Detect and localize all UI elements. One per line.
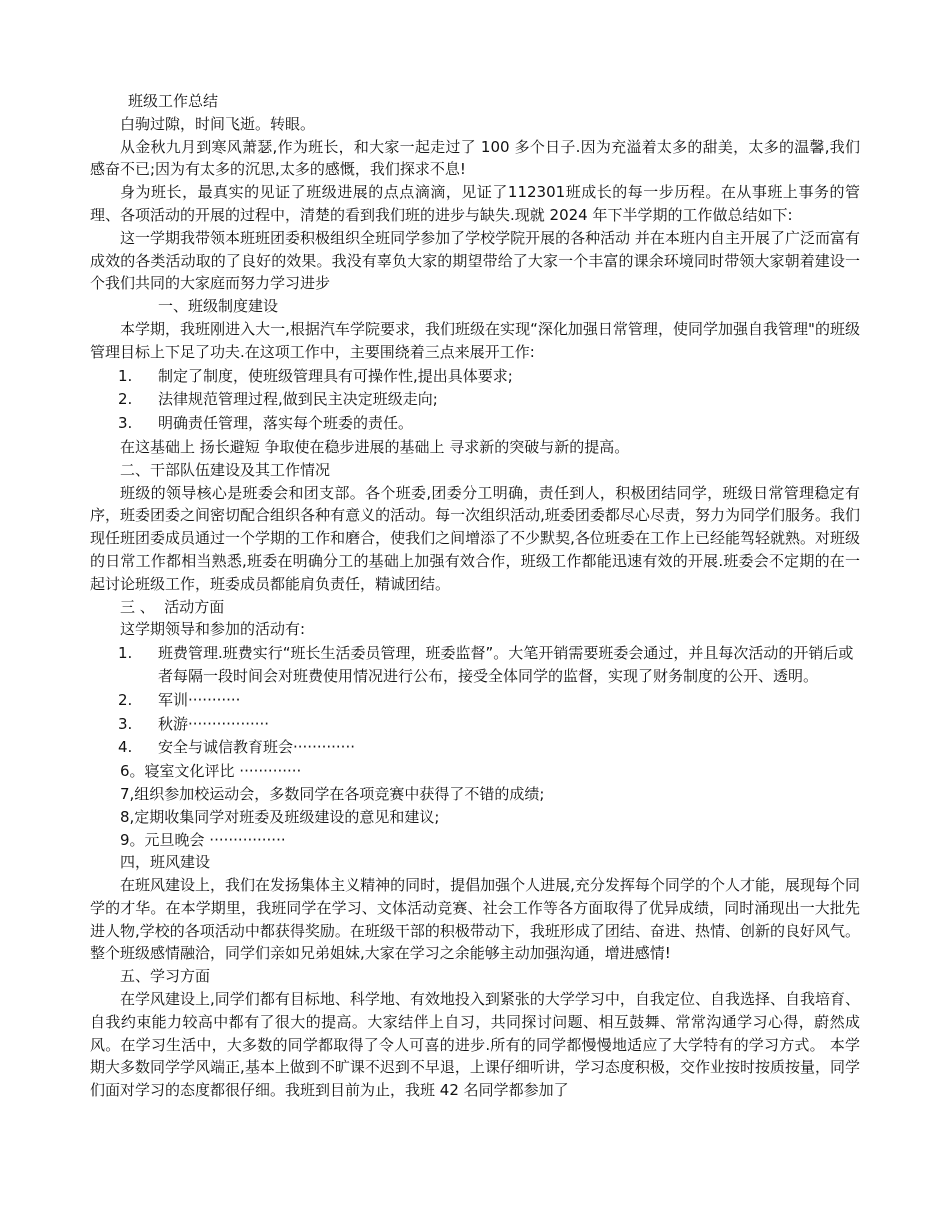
list-item [90, 736, 860, 759]
list-number: 4. [118, 738, 133, 757]
paragraph: 从金秋九月到寒风萧瑟,作为班长，和大家一起走过了 100 多个日子.因为充溢着太多的甜美，太多的温馨,我们感奋不已;因为有太多的沉思,太多的感慨，我们探求不息! [90, 137, 860, 179]
paragraph: 在班风建设上，我们在发扬集体主义精神的同时，提倡加强个人进展,充分发挥每个同学的个人才能，展现每个同学的才华。在本学期里，我班同学在学习、文体活动竞赛、社会工作等各方面取得了优异成绩，同时涌现出一大批先进人物,学校的各项活动中都获得奖励。在班级干部的积极带动下，我班形成了团结、奋进、热情、创新的良好风气。整个班级感情融洽，同学们亲如兄弟姐妹,大家在学习之余能够主动加强沟通，增进感情! [90, 876, 860, 963]
list-item [90, 642, 860, 688]
list-item [90, 388, 860, 411]
list-text: 班费管理.班费实行“班长生活委员管理，班委监督”。大笔开销需要班委会通过，并且每次活动的开销后或者每隔一段时间会对班费使用情况进行公布，接受全体同学的监督，实现了财务制度的公开、透明。 [158, 644, 854, 685]
section-heading: 四，班风建设 [120, 853, 211, 872]
list-text: 安全与诚信教育班会············· [158, 738, 355, 757]
list-item: 8,定期收集同学对班委及班级建设的意见和建议; [120, 807, 440, 826]
section-heading: 一、班级制度建设 [158, 297, 279, 316]
list-number: 3. [118, 414, 133, 433]
list-text: 制定了制度，使班级管理具有可操作性,提出具体要求; [158, 366, 513, 385]
list-item [90, 365, 860, 388]
list-item [90, 412, 860, 435]
section-heading: 二、干部队伍建设及其工作情况 [120, 460, 331, 479]
paragraph: 班级的领导核心是班委会和团支部。各个班委,团委分工明确，责任到人，积极团结同学，班级日常管理稳定有序，班委团委之间密切配合组织各种有意义的活动。每一次组织活动,班委团委都尽心尽责，努力为同学们服务。我们现任班团委成员通过一个学期的工作和磨合，使我们之间增添了不少默契,各位班委在工作上已经能驾轻就熟。对班级的日常工作都相当熟悉,班委在明确分工的基础上加强有效合作，班级工作都能迅速有效的开展.班委会不定期的在一起讨论班级工作，班委成员都能肩负责任，精诚团结。 [90, 483, 860, 593]
document-body [90, 90, 860, 1102]
list-number: 2. [118, 690, 133, 709]
list-number: 3. [118, 714, 133, 733]
paragraph: 在学风建设上,同学们都有目标地、科学地、有效地投入到紧张的大学学习中，自我定位、自我选择、自我培育、自我约束能力较高中都有了很大的提高。大家结伴上自习，共同探讨问题、相互鼓舞、常常沟通学习心得，蔚然成风。在学习生活中，大多数的同学都取得了令人可喜的进步.所有的同学都慢慢地适应了大学特有的学习方式。 本学期大多数同学学风端正,基本上做到不旷课不迟到不早退，上课仔细听讲，学习态度积极，交作业按时按质按量，同学们面对学习的态度都很仔细。我班到目前为止，我班 42 名同学都参加了 [90, 990, 860, 1100]
paragraph: 在这基础上 扬长避短 争取使在稳步进展的基础上 寻求新的突破与新的提高。 [120, 437, 630, 456]
list-item: 6。寝室文化评比 ············· [120, 762, 302, 781]
list-item [90, 689, 860, 712]
list-text: 明确责任管理，落实每个班委的责任。 [158, 414, 414, 433]
list-text: 军训··········· [158, 690, 241, 709]
paragraph: 这学期领导和参加的活动有: [120, 620, 306, 639]
opening-line: 白驹过隙，时间飞逝。转眼。 [120, 114, 316, 133]
list-number: 1. [118, 644, 133, 663]
document-title: 班级工作总结 [128, 92, 219, 110]
section-heading: 三 、 活动方面 [120, 597, 225, 616]
list-text: 法律规范管理过程,做到民主决定班级走向; [158, 390, 438, 409]
list-number: 2. [118, 390, 133, 409]
section-heading: 五、学习方面 [120, 967, 211, 986]
list-item: 7,组织参加校运动会，多数同学在各项竞赛中获得了不错的成绩; [120, 784, 545, 803]
paragraph: 本学期，我班刚进入大一,根据汽车学院要求，我们班级在实现“深化加强日常管理，使同学加强自我管理"的班级管理目标上下足了功夫.在这项工作中，主要围绕着三点来展开工作: [90, 319, 860, 361]
paragraph: 这一学期我带领本班班团委积极组织全班同学参加了学校学院开展的各种活动 并在本班内自主开展了广泛而富有成效的各类活动取的了良好的效果。我没有辜负大家的期望带给了大家一个丰富的课余环境同时带领大家朝着建设一个我们共同的大家庭而努力学习进步 [90, 228, 860, 293]
list-number: 1. [118, 366, 133, 385]
list-item: 9。元旦晚会 ················ [120, 830, 286, 849]
list-text: 秋游················· [158, 714, 270, 733]
paragraph: 身为班长，最真实的见证了班级进展的点点滴滴，见证了112301班成长的每一步历程。在从事班上事务的管理、各项活动的开展的过程中，清楚的看到我们班的进步与缺失.现就 2024 年下半学期的工作做总结如下: [90, 183, 860, 224]
list-item [90, 713, 860, 736]
